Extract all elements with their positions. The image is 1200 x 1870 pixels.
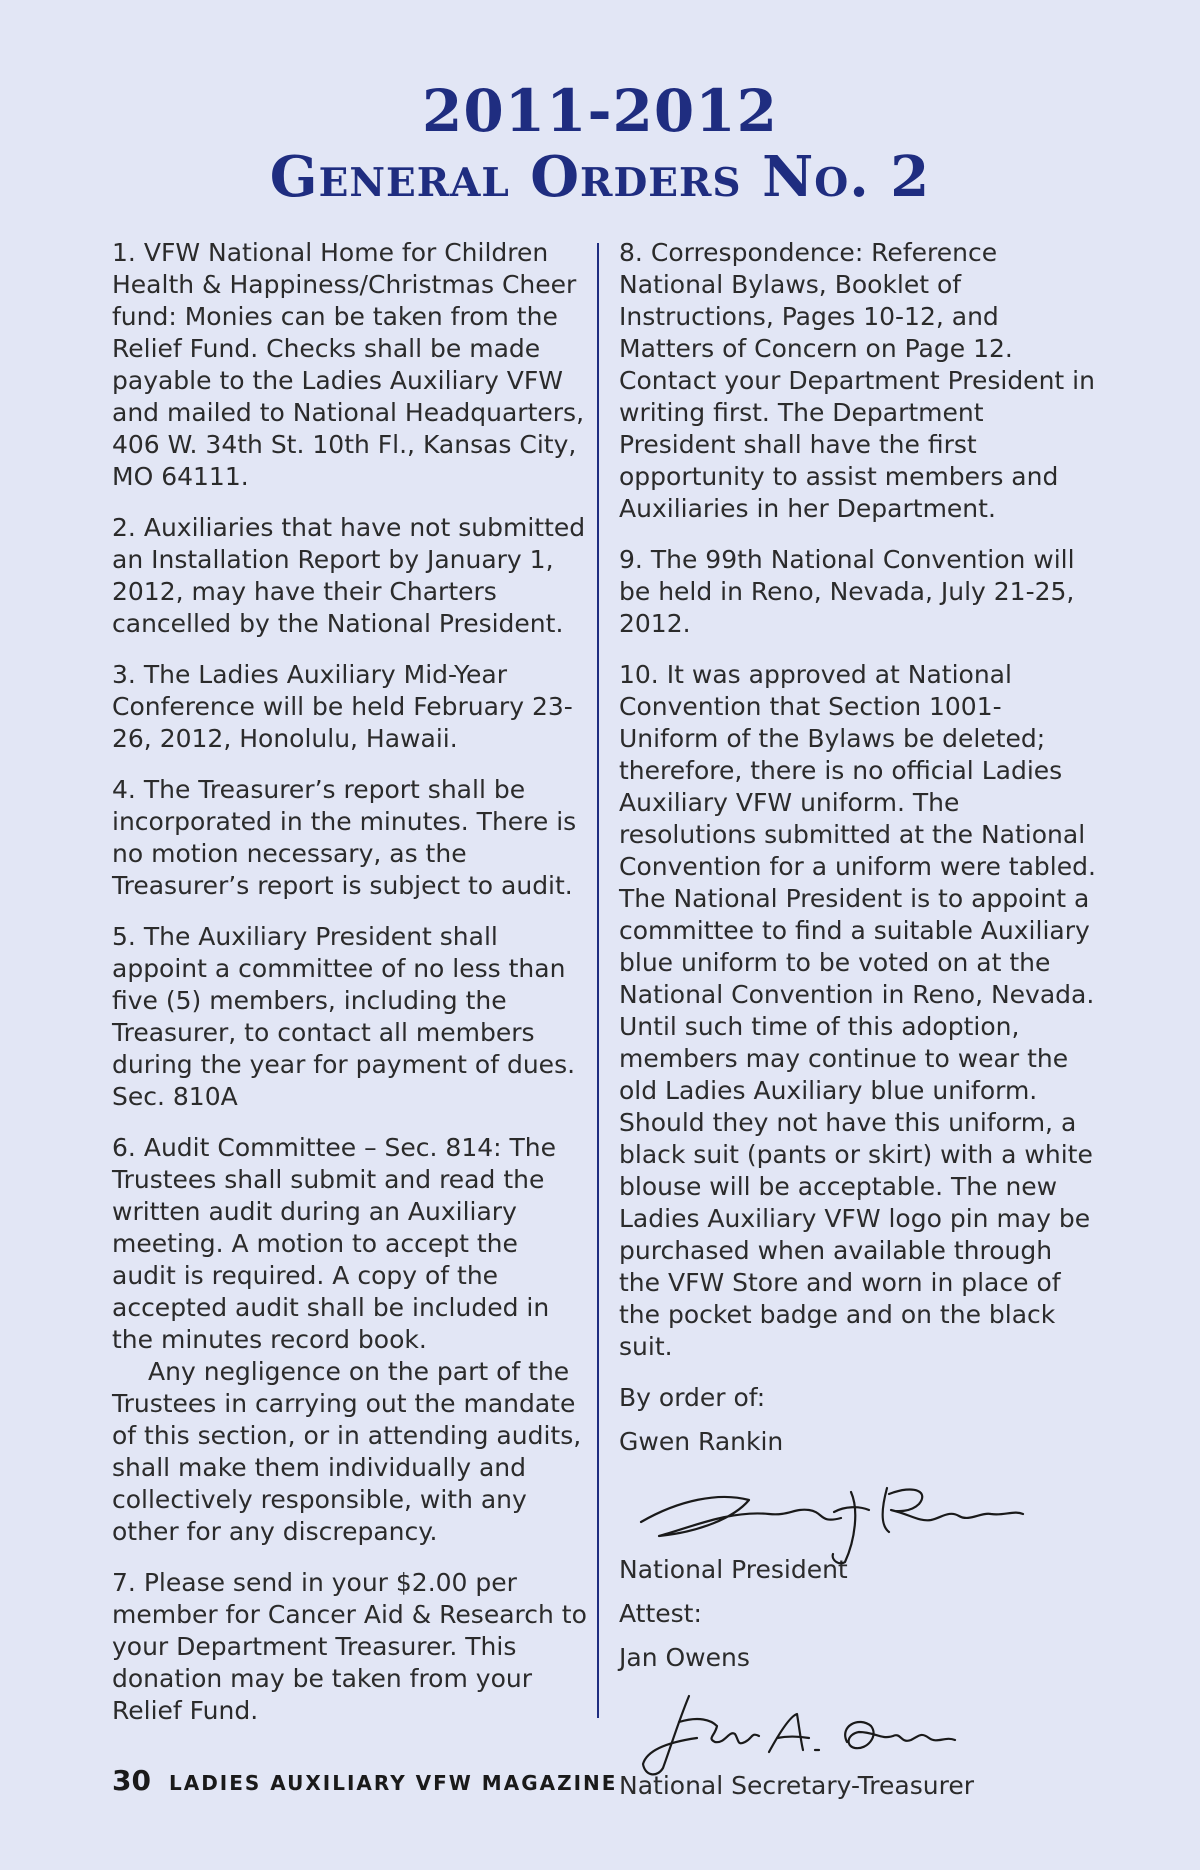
order-text: Correspondence: Reference National Bylaws, Booklet of Instructions, Pages 10-12, and Matters of Concern on Page 12. Contact your Department President in writing first. The Department President shall have the first opportunity to assist members and Auxiliaries in her Department. (619, 238, 1095, 523)
president-title: National President (619, 1555, 848, 1584)
order-text: Auxiliaries that have not submitted an Installation Report by January 1, 2012, may have their Charters cancelled by the National President. (112, 513, 586, 638)
secretary-title: National Secretary-Treasurer (619, 1771, 974, 1800)
page-footer (112, 1764, 617, 1797)
order-number: 2. (112, 513, 136, 542)
left-column (112, 237, 588, 1746)
attest-label: Attest: (619, 1599, 702, 1628)
order-number: 1. (112, 238, 136, 267)
order-text: Audit Committee – Sec. 814: The Trustees shall submit and read the written audit during an Auxiliary meeting. A motion to accept the audit is required. A copy of the accepted audit shall be included in the minutes record book. (112, 1133, 557, 1354)
order-number: 5. (112, 922, 136, 951)
page-number: 30 (112, 1764, 151, 1797)
secretary-signature-icon (619, 1686, 1039, 1780)
order-text: It was approved at National Convention that Section 1001-Uniform of the Bylaws be deleted; therefore, there is no official Ladies Auxiliary VFW uniform. The resolutions submitted at the National Convention for a uniform were tabled. The National President is to appoint a committee to find a suitable Auxiliary blue uniform to be voted on at the National Convention in Reno, Nevada. Until such time of this adoption, members may continue to wear the old Ladies Auxiliary blue uniform. Should they not have this uniform, a black suit (pants or skirt) with a white blouse will be acceptable. The new Ladies Auxiliary VFW logo pin may be purchased when available through the VFW Store and worn in place of the pocket badge and on the black suit. (619, 660, 1096, 1361)
order-item-6 (112, 1132, 588, 1356)
order-number: 10. (619, 660, 659, 689)
order-number: 8. (619, 238, 643, 267)
magazine-name: LADIES AUXILIARY VFW MAGAZINE (168, 1771, 618, 1795)
order-text: The Treasurer’s report shall be incorporated in the minutes. There is no motion necessary, as the Treasurer’s report is subject to audit. (112, 775, 577, 900)
order-item-2 (112, 512, 588, 640)
president-name: Gwen Rankin (619, 1427, 784, 1456)
order-number: 6. (112, 1133, 136, 1162)
order-number: 3. (112, 660, 136, 689)
order-text: The Auxiliary President shall appoint a committee of no less than five (5) members, including the Treasurer, to contact all members during the year for payment of dues. Sec. 810A (112, 922, 576, 1111)
order-item-5 (112, 921, 588, 1113)
order-item-3 (112, 659, 588, 755)
order-item-6-continuation: Any negligence on the part of the Trustees in carrying out the mandate of this section, or in attending audits, shall make them individually and collectively responsible, with any other for any discrepancy. (112, 1357, 582, 1546)
page-title: General Orders No. 2 (269, 144, 931, 210)
order-text: The 99th National Convention will be held in Reno, Nevada, July 21-25, 2012. (619, 545, 1075, 638)
column-divider (597, 243, 599, 1718)
order-item-1 (112, 237, 588, 493)
secretary-name: Jan Owens (619, 1643, 750, 1672)
order-text: The Ladies Auxiliary Mid-Year Conference will be held February 23-26, 2012, Honolulu, Hawaii. (112, 660, 573, 753)
by-order-label: By order of: (619, 1383, 766, 1412)
order-item-9 (619, 544, 1097, 640)
page-header (0, 78, 1200, 210)
order-number: 4. (112, 775, 136, 804)
right-column (619, 237, 1097, 1814)
order-number: 7. (112, 1568, 136, 1597)
page-year: 2011-2012 (422, 77, 778, 145)
order-number: 9. (619, 545, 643, 574)
order-item-4 (112, 774, 588, 902)
order-text: VFW National Home for Children Health & Happiness/Christmas Cheer fund: Monies can be taken from the Relief Fund. Checks shall be made payable to the Ladies Auxiliary VFW and mailed to National Headquarters, 406 W. 34th St. 10th Fl., Kansas City, MO 64111. (112, 238, 585, 491)
order-item-8 (619, 237, 1097, 525)
president-signature-icon (619, 1470, 1039, 1564)
order-text: Please send in your $2.00 per member for Cancer Aid & Research to your Department Treasurer. This donation may be taken from your Relief Fund. (112, 1568, 587, 1725)
order-item-10 (619, 659, 1097, 1363)
order-item-7 (112, 1567, 588, 1727)
